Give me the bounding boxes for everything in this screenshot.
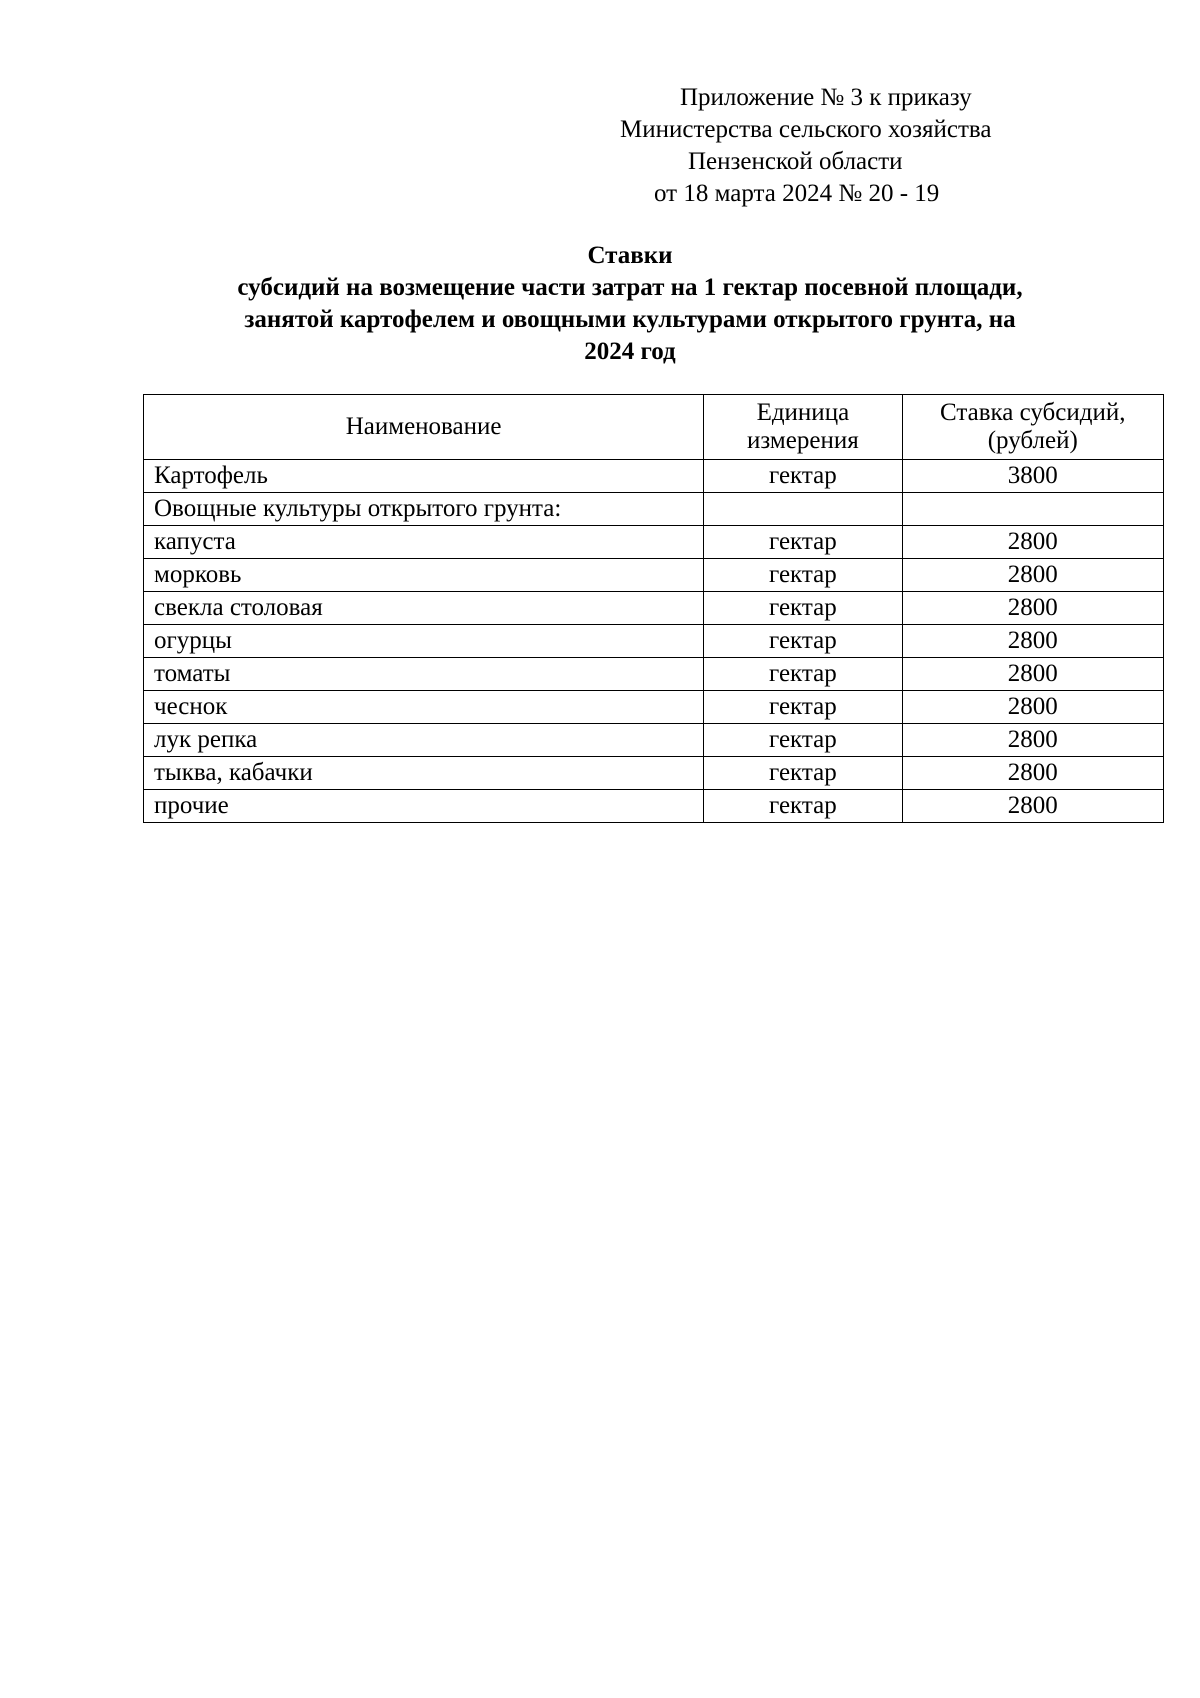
title-line-3: занятой картофелем и овощными культурами открытого грунта, на xyxy=(244,306,1016,333)
header-unit xyxy=(704,395,902,460)
row-unit: гектар xyxy=(704,559,902,592)
row-unit: гектар xyxy=(704,625,902,658)
row-name: капуста xyxy=(144,526,704,559)
row-name: прочие xyxy=(144,790,704,823)
table-row xyxy=(144,625,1164,658)
row-name: Овощные культуры открытого грунта: xyxy=(144,493,704,526)
header-unit-line-2: измерения xyxy=(747,427,859,454)
row-rate: 2800 xyxy=(902,592,1163,625)
table-header-row xyxy=(144,395,1164,460)
title-line-1: Ставки xyxy=(587,242,673,269)
title-line-2: субсидий на возмещение части затрат на 1 гектар посевной площади, xyxy=(237,274,1023,301)
row-rate: 2800 xyxy=(902,691,1163,724)
subsidy-rates-table xyxy=(143,394,1164,823)
row-rate: 3800 xyxy=(902,460,1163,493)
annex-line-1: Приложение № 3 к приказу xyxy=(680,84,972,111)
row-rate: 2800 xyxy=(902,658,1163,691)
table-row xyxy=(144,790,1164,823)
row-name: огурцы xyxy=(144,625,704,658)
row-unit: гектар xyxy=(704,658,902,691)
row-name: лук репка xyxy=(144,724,704,757)
annex-line-3: Пензенской области xyxy=(688,148,903,175)
annex-block xyxy=(620,82,1120,210)
row-rate: 2800 xyxy=(902,790,1163,823)
table-row xyxy=(144,691,1164,724)
table-row xyxy=(144,460,1164,493)
header-name-label: Наименование xyxy=(345,413,502,440)
row-unit: гектар xyxy=(704,592,902,625)
header-rate xyxy=(902,395,1163,460)
row-rate: 2800 xyxy=(902,625,1163,658)
row-unit: гектар xyxy=(704,526,902,559)
row-unit: гектар xyxy=(704,790,902,823)
table-row xyxy=(144,724,1164,757)
table-row xyxy=(144,592,1164,625)
row-rate: 2800 xyxy=(902,559,1163,592)
header-rate-line-2: (рублей) xyxy=(987,427,1078,454)
annex-line-2: Министерства сельского хозяйства xyxy=(620,116,992,143)
document-title xyxy=(140,240,1120,368)
annex-line-4: от 18 марта 2024 № 20 - 19 xyxy=(654,180,940,207)
row-rate: 2800 xyxy=(902,526,1163,559)
row-unit xyxy=(704,493,902,526)
row-rate: 2800 xyxy=(902,757,1163,790)
row-name: тыква, кабачки xyxy=(144,757,704,790)
row-unit: гектар xyxy=(704,724,902,757)
table-row xyxy=(144,757,1164,790)
row-name: томаты xyxy=(144,658,704,691)
table-row xyxy=(144,658,1164,691)
table-row xyxy=(144,493,1164,526)
row-name: Картофель xyxy=(144,460,704,493)
table-row xyxy=(144,559,1164,592)
row-rate xyxy=(902,493,1163,526)
row-rate: 2800 xyxy=(902,724,1163,757)
title-line-4: 2024 год xyxy=(584,338,676,365)
row-unit: гектар xyxy=(704,460,902,493)
header-unit-line-1: Единица xyxy=(756,399,850,426)
row-unit: гектар xyxy=(704,757,902,790)
row-name: морковь xyxy=(144,559,704,592)
row-unit: гектар xyxy=(704,691,902,724)
row-name: свекла столовая xyxy=(144,592,704,625)
header-name xyxy=(144,395,704,460)
table-row xyxy=(144,526,1164,559)
header-rate-line-1: Ставка субсидий, xyxy=(940,399,1126,426)
row-name: чеснок xyxy=(144,691,704,724)
